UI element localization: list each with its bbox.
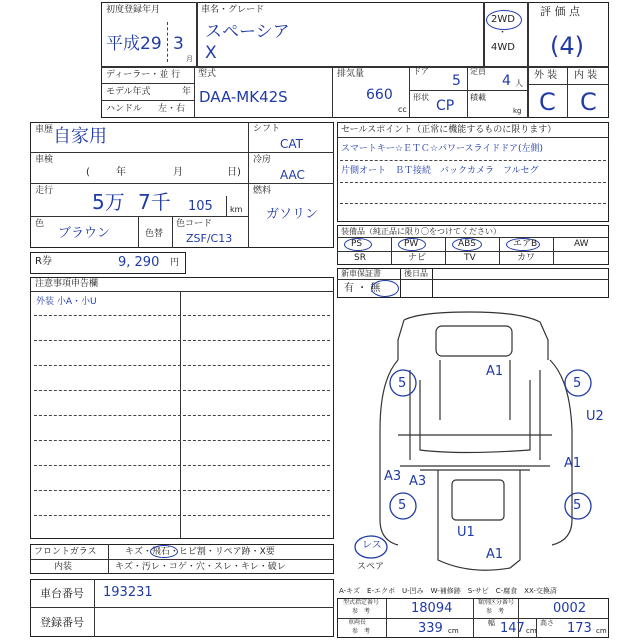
damage-legend: A-キズ E-エクボ U-凹み W-補修跡 S-サビ C-腐食 XX-交換済 xyxy=(339,587,557,595)
height-label: 高さ xyxy=(540,619,554,627)
kg-unit: kg xyxy=(513,107,522,115)
spare-mark: レス xyxy=(362,540,382,551)
notes-text: 外装 小A・小U xyxy=(36,297,97,307)
length-ref: 参 考 xyxy=(352,628,371,635)
equip-abs: ABS xyxy=(458,239,476,249)
height-value: 173 xyxy=(567,621,592,636)
car-name-label: 車名・グレード xyxy=(201,5,265,15)
reg-number-label: 登録番号 xyxy=(40,616,84,629)
spare-label: スペア xyxy=(357,562,385,572)
inspection-year: 年 xyxy=(116,167,126,178)
model-year-label: モデル年式 xyxy=(106,87,151,97)
eval-score: (4) xyxy=(550,32,584,60)
shape-label: 形状 xyxy=(413,93,429,102)
shift-value: CAT xyxy=(280,137,303,151)
int-grade: C xyxy=(580,88,597,116)
first-reg-label: 初度登録年月 xyxy=(106,5,161,15)
sales-line-1: スマートキー☆ＥＴＣ☆パワースライドドア(左側) xyxy=(341,144,543,154)
width-value: 147 xyxy=(500,621,525,636)
yen-unit: 円 xyxy=(170,258,180,268)
inspection-month: 月 xyxy=(173,167,183,178)
first-reg-era: 平成29 xyxy=(106,34,162,54)
usage-value: 自家用 xyxy=(53,126,107,147)
type-label: 型式 xyxy=(198,69,217,79)
length-value: 339 xyxy=(418,621,443,636)
equip-navi: ナビ xyxy=(408,253,427,263)
inspection-open: ( xyxy=(86,167,90,178)
sales-label: セールスポイント（正常に機能するものに限ります） xyxy=(341,125,557,135)
warranty-value: 有 ・ 無 xyxy=(344,283,381,294)
mark-a3-inner: A3 xyxy=(409,474,427,489)
mark-5-rear-left: 5 xyxy=(398,498,407,513)
width-unit: cm xyxy=(526,627,537,635)
equipment-label: 装備品（純正品に限り〇をつけてください） xyxy=(341,227,501,236)
length-unit: cm xyxy=(448,627,459,635)
drive-4wd: 4WD xyxy=(491,42,515,53)
mark-a1-rear: A1 xyxy=(486,547,504,562)
door-label: ドア xyxy=(413,67,429,76)
color-code-value: ZSF/C13 xyxy=(186,232,233,245)
year-unit: 年 xyxy=(182,87,192,97)
person-unit: 人 xyxy=(515,79,523,88)
aftermarket-label: 後日品 xyxy=(404,269,428,278)
equip-pw: PW xyxy=(404,239,419,249)
color-code-label: 色コード xyxy=(176,219,213,229)
fuel-value: ガソリン xyxy=(266,207,319,222)
inspection-day: 日) xyxy=(227,167,241,178)
int-label: 内 装 xyxy=(574,70,598,81)
mark-u2: U2 xyxy=(586,409,604,424)
mileage-label: 走行 xyxy=(35,186,54,196)
displacement-value: 660 xyxy=(366,87,393,103)
capacity-label: 定員 xyxy=(470,67,486,76)
fuel-label: 燃料 xyxy=(253,186,272,196)
usage-label: 車歴 xyxy=(35,125,54,135)
ext-grade: C xyxy=(539,88,556,116)
class-number-value: 0002 xyxy=(553,601,587,616)
class-number-ref: 参 考 xyxy=(486,608,505,615)
interior-label: 内装 xyxy=(54,562,73,572)
type-number-label: 型式指定番号 xyxy=(343,599,380,606)
ext-label: 外 装 xyxy=(534,70,558,81)
shape-value: CP xyxy=(436,98,455,114)
equip-airbag: エアB xyxy=(513,239,538,249)
first-reg-month: 3 xyxy=(173,34,184,54)
month-unit: 月 xyxy=(186,55,193,63)
handle-value: 左・右 xyxy=(158,104,186,114)
recycle-label: R券 xyxy=(35,256,52,267)
load-label: 積載 xyxy=(470,93,486,102)
mileage-man: 5万 xyxy=(92,190,125,214)
front-glass-text: キズ・飛石・ヒビ割・リペア跡・X要 xyxy=(125,547,275,557)
warranty-label: 新車保証書 xyxy=(341,269,381,278)
chassis-label: 車台番号 xyxy=(40,587,84,600)
equip-tv: TV xyxy=(464,253,476,263)
ac-value: AAC xyxy=(280,168,305,182)
height-unit: cm xyxy=(596,627,607,635)
handle-label: ハンドル xyxy=(106,104,143,114)
recycle-value: 9, 290 xyxy=(118,255,160,270)
inspection-label: 車検 xyxy=(35,155,54,165)
door-value: 5 xyxy=(452,73,461,89)
equip-ps: PS xyxy=(351,239,363,249)
equip-leather: カワ xyxy=(517,253,536,263)
class-number-label: 類別区分番号 xyxy=(478,599,515,606)
color-label: 色 xyxy=(35,219,45,229)
type-value: DAA-MK42S xyxy=(199,88,288,106)
mark-5-rear-right: 5 xyxy=(573,498,582,513)
front-glass-label: フロントガラス xyxy=(34,547,97,557)
displacement-label: 排気量 xyxy=(337,69,365,79)
equip-aw: AW xyxy=(574,239,589,249)
car-grade: X xyxy=(205,43,217,63)
type-number-ref: 参 考 xyxy=(352,608,371,615)
mileage-sen: 7千 xyxy=(138,190,171,214)
mileage-rest: 105 xyxy=(188,199,213,214)
mark-u1: U1 xyxy=(457,525,475,540)
ac-label: 冷房 xyxy=(253,155,272,165)
eval-label: 評 価 点 xyxy=(540,5,580,18)
type-number-value: 18094 xyxy=(411,601,453,616)
mark-5-front-left: 5 xyxy=(398,376,407,391)
shift-label: シフト xyxy=(253,124,281,134)
car-name: スペーシア xyxy=(205,22,290,42)
km-unit: km xyxy=(230,205,243,214)
cc-unit: cc xyxy=(398,105,407,114)
drive-dot: ・ xyxy=(498,28,508,38)
length-label: 車両長 xyxy=(348,619,367,626)
width-label: 幅 xyxy=(488,619,495,627)
capacity-value: 4 xyxy=(502,73,511,89)
drive-2wd: 2WD xyxy=(491,14,515,25)
dealer-label: ディーラー・並 行 xyxy=(106,70,181,80)
color-change-label: 色替 xyxy=(145,229,164,239)
mark-a1-right: A1 xyxy=(564,456,582,471)
sales-line-2: 片側オート ＢＴ接続 バックカメラ フルセグ xyxy=(341,166,539,176)
color-value: ブラウン xyxy=(58,226,111,241)
mark-a1-top: A1 xyxy=(486,364,504,379)
interior-text: キズ・汚レ・コゲ・穴・スレ・キレ・破レ xyxy=(115,562,286,572)
mark-a3-outer: A3 xyxy=(384,469,402,484)
equip-sr: SR xyxy=(354,253,366,263)
notes-label: 注意事項申告欄 xyxy=(35,279,99,289)
chassis-value: 193231 xyxy=(103,585,153,600)
mark-5-front-right: 5 xyxy=(573,376,582,391)
